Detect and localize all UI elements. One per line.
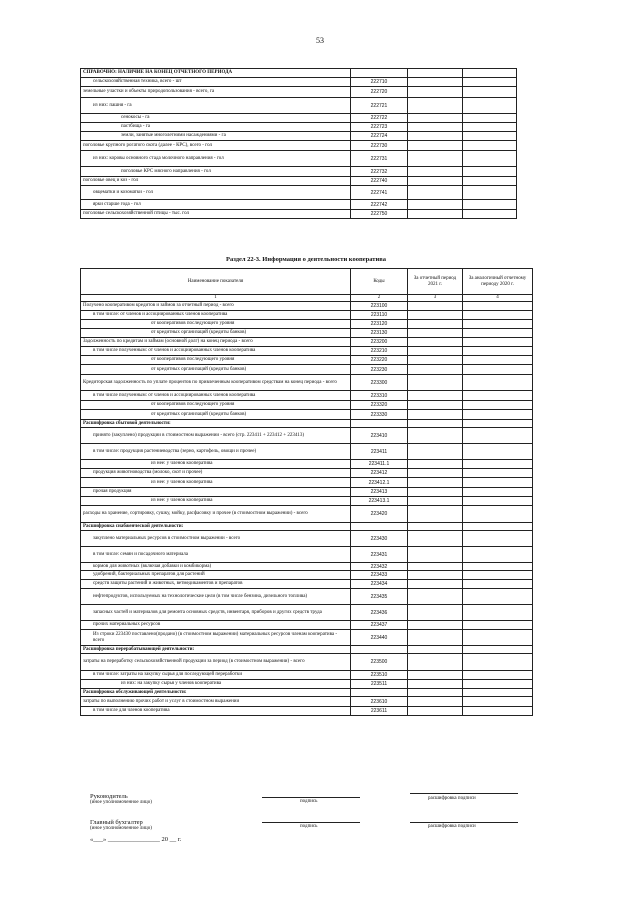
value-current-cell[interactable] xyxy=(408,563,463,571)
indicator-name: затраты по выполнению прочих работ и услуг в стоимостном выражении xyxy=(81,697,351,707)
indicator-code: 223411 xyxy=(351,444,408,460)
table-row xyxy=(81,571,533,580)
indicator-name: овцематки и козоматки - гол xyxy=(81,186,351,200)
section-heading: Расшифровка перерабатывающей деятельности: xyxy=(81,646,351,654)
indicator-code: 223434 xyxy=(351,580,408,589)
indicator-code: 223300 xyxy=(351,375,408,391)
head-signature-label xyxy=(90,793,152,805)
table-row xyxy=(81,420,533,428)
indicator-code: 223412 xyxy=(351,469,408,478)
value-previous-cell[interactable] xyxy=(463,630,533,646)
value-previous-cell[interactable] xyxy=(463,488,533,497)
table-row xyxy=(81,302,533,311)
indicator-name: в том числе полученным: от членов и ассоциированных членов кооператива xyxy=(81,347,351,356)
table-row xyxy=(81,689,533,697)
indicator-code: 223611 xyxy=(351,707,408,716)
table-header-row xyxy=(81,269,533,295)
value-current-cell[interactable] xyxy=(408,646,463,654)
indicator-code: 223430 xyxy=(351,531,408,547)
value-previous-cell[interactable] xyxy=(463,311,533,320)
value-current-cell[interactable] xyxy=(408,123,463,132)
indicator-name: удобрений, бактериальных препаратов для растений xyxy=(81,571,351,580)
indicator-code: 222710 xyxy=(351,78,408,87)
value-current-cell[interactable] xyxy=(408,78,463,87)
indicator-code xyxy=(351,646,408,654)
col-number-3: 3 xyxy=(408,295,463,302)
value-current-cell[interactable] xyxy=(408,506,463,523)
col-number-2: 2 xyxy=(351,295,408,302)
accountant-signature-line xyxy=(262,822,360,823)
indicator-name: продукция животноводства (молоко, скот и прочее) xyxy=(81,469,351,478)
reference-row xyxy=(81,141,517,151)
value-previous-cell[interactable] xyxy=(463,78,517,87)
indicator-name: в том числе: от членов и ассоциированных членов кооператива xyxy=(81,311,351,320)
indicator-code: 222742 xyxy=(351,200,408,210)
indicator-code: 222740 xyxy=(351,177,408,186)
accountant-title: Главный бухгалтер xyxy=(90,819,143,826)
section-heading: Расшифровка обслуживающей деятельности: xyxy=(81,689,351,697)
value-previous-cell[interactable] xyxy=(463,177,517,186)
indicator-code: 223200 xyxy=(351,338,408,347)
table-row xyxy=(81,365,533,375)
value-current-cell[interactable] xyxy=(408,547,463,563)
reference-table xyxy=(80,68,517,219)
indicator-code: 223610 xyxy=(351,697,408,707)
table-row xyxy=(81,444,533,460)
reference-row xyxy=(81,87,517,98)
indicator-code: 223500 xyxy=(351,654,408,671)
section-heading: СПРАВОЧНО: НАЛИЧИЕ НА КОНЕЦ ОТЧЕТНОГО ПЕРИОДА xyxy=(81,69,351,78)
value-previous-cell[interactable] xyxy=(463,87,517,98)
indicator-name: средств защиты растений и животных, ветмедикаментов и препаратов xyxy=(81,580,351,589)
indicator-code: 222723 xyxy=(351,123,408,132)
indicator-code: 222730 xyxy=(351,141,408,151)
indicator-name: прочая продукция xyxy=(81,488,351,497)
value-previous-cell[interactable] xyxy=(463,69,517,78)
value-previous-cell[interactable] xyxy=(463,200,517,210)
value-current-cell[interactable] xyxy=(408,689,463,697)
col-number-1: 1 xyxy=(81,295,351,302)
value-current-cell[interactable] xyxy=(408,320,463,329)
value-current-cell[interactable] xyxy=(408,114,463,123)
value-previous-cell[interactable] xyxy=(463,210,517,219)
table-row xyxy=(81,401,533,410)
indicator-code: 222722 xyxy=(351,114,408,123)
indicator-code: 223100 xyxy=(351,302,408,311)
indicator-code: 222741 xyxy=(351,186,408,200)
value-current-cell[interactable] xyxy=(408,302,463,311)
value-previous-cell[interactable] xyxy=(463,563,533,571)
head-decode-caption: расшифровка подписи xyxy=(428,796,476,801)
accountant-decode-caption: расшифровка подписи xyxy=(428,824,476,829)
indicator-name: сельскохозяйственная техника, всего - шт xyxy=(81,78,351,87)
indicator-name: ярки старше года - гол xyxy=(81,200,351,210)
value-previous-cell[interactable] xyxy=(463,420,533,428)
value-previous-cell[interactable] xyxy=(463,621,533,630)
table-row xyxy=(81,605,533,621)
table-row xyxy=(81,707,533,716)
indicator-name: запасных частей и материалов для ремонта основных средств, инвентаря, приборов и других средств труда xyxy=(81,605,351,621)
indicator-code: 223413 xyxy=(351,488,408,497)
head-signature-line xyxy=(262,797,360,798)
indicator-name: Кредиторская задолженность по уплате процентов по привлеченным кооперативом средствам на конец периода - всего xyxy=(81,375,351,391)
reference-row xyxy=(81,114,517,123)
date-line: «___» ________________ 20 __ г. xyxy=(90,836,182,843)
reference-row xyxy=(81,177,517,186)
indicator-code: 223130 xyxy=(351,329,408,338)
table-row xyxy=(81,391,533,401)
value-current-cell[interactable] xyxy=(408,151,463,167)
value-current-cell[interactable] xyxy=(408,697,463,707)
value-current-cell[interactable] xyxy=(408,630,463,646)
section-heading: Расшифровка сбытовой деятельности: xyxy=(81,420,351,428)
table-row xyxy=(81,671,533,680)
table-row xyxy=(81,410,533,420)
value-current-cell[interactable] xyxy=(408,497,463,506)
reference-row xyxy=(81,210,517,219)
value-previous-cell[interactable] xyxy=(463,697,533,707)
value-previous-cell[interactable] xyxy=(463,410,533,420)
value-current-cell[interactable] xyxy=(408,478,463,488)
value-previous-cell[interactable] xyxy=(463,589,533,605)
value-previous-cell[interactable] xyxy=(463,141,517,151)
indicator-code: 222721 xyxy=(351,98,408,114)
head-title: Руководитель xyxy=(90,793,128,800)
value-previous-cell[interactable] xyxy=(463,707,533,716)
table-row xyxy=(81,680,533,689)
indicator-code: 223410 xyxy=(351,428,408,444)
indicator-code: 222724 xyxy=(351,132,408,141)
indicator-name: кормов для животных (включая добавки и комбикорма) xyxy=(81,563,351,571)
value-current-cell[interactable] xyxy=(408,210,463,219)
indicator-code: 223440 xyxy=(351,630,408,646)
table-row xyxy=(81,488,533,497)
value-previous-cell[interactable] xyxy=(463,497,533,506)
value-previous-cell[interactable] xyxy=(463,114,517,123)
value-previous-cell[interactable] xyxy=(463,329,533,338)
indicator-code: 223230 xyxy=(351,365,408,375)
accountant-subtitle: (иное уполномоченное лицо) xyxy=(90,826,152,831)
indicator-code: 223411.1 xyxy=(351,460,408,469)
value-current-cell[interactable] xyxy=(408,605,463,621)
indicator-code: 223310 xyxy=(351,391,408,401)
table-row xyxy=(81,311,533,320)
value-current-cell[interactable] xyxy=(408,329,463,338)
value-previous-cell[interactable] xyxy=(463,186,517,200)
value-current-cell[interactable] xyxy=(408,469,463,478)
indicator-code: 223511 xyxy=(351,680,408,689)
value-current-cell[interactable] xyxy=(408,580,463,589)
table-row xyxy=(81,506,533,523)
value-previous-cell[interactable] xyxy=(463,469,533,478)
indicator-name: в том числе: затраты на закупку сырья для последующей переработки xyxy=(81,671,351,680)
indicator-code: 223320 xyxy=(351,401,408,410)
indicator-name: принято (закуплено) продукции в стоимостном выражении - всего (стр. 223411 + 223412 + 223413) xyxy=(81,428,351,444)
indicator-name: от кооперативов последующего уровня xyxy=(81,401,351,410)
table-row xyxy=(81,563,533,571)
value-previous-cell[interactable] xyxy=(463,320,533,329)
indicator-name: закуплено материальных ресурсов в стоимостном выражении - всего xyxy=(81,531,351,547)
accountant-sign-caption: подпись xyxy=(300,824,318,829)
indicator-code: 223110 xyxy=(351,311,408,320)
value-current-cell[interactable] xyxy=(408,98,463,114)
table-row xyxy=(81,630,533,646)
reference-row xyxy=(81,123,517,132)
indicator-code: 223510 xyxy=(351,671,408,680)
indicator-name: Задолженность по кредитам и займам (основной долг) на конец периода - всего xyxy=(81,338,351,347)
value-current-cell[interactable] xyxy=(408,531,463,547)
indicator-name: пастбища - га xyxy=(81,123,351,132)
value-previous-cell[interactable] xyxy=(463,401,533,410)
value-previous-cell[interactable] xyxy=(463,689,533,697)
value-current-cell[interactable] xyxy=(408,69,463,78)
value-current-cell[interactable] xyxy=(408,589,463,605)
value-previous-cell[interactable] xyxy=(463,671,533,680)
value-previous-cell[interactable] xyxy=(463,580,533,589)
indicator-name: Получено кооперативом кредитов и займов за отчетный период - всего xyxy=(81,302,351,311)
table-row xyxy=(81,356,533,365)
indicator-code: 223413.1 xyxy=(351,497,408,506)
value-previous-cell[interactable] xyxy=(463,338,533,347)
section-heading: Расшифровка снабженческой деятельности: xyxy=(81,523,351,531)
value-current-cell[interactable] xyxy=(408,87,463,98)
value-previous-cell[interactable] xyxy=(463,391,533,401)
value-current-cell[interactable] xyxy=(408,338,463,347)
indicator-name: расходы на хранение, сортировку, сушку, мойку, расфасовку и прочее (в стоимостном выражении) - всего xyxy=(81,506,351,523)
indicator-name: в том числе полученным: от членов и ассоциированных членов кооператива xyxy=(81,391,351,401)
table-row xyxy=(81,320,533,329)
table-row xyxy=(81,531,533,547)
reference-row xyxy=(81,186,517,200)
value-current-cell[interactable] xyxy=(408,167,463,177)
indicator-name: от кредитных организаций (кредиты банков) xyxy=(81,365,351,375)
indicator-name: в том числе: продукция растениеводства (зерно, картофель, овощи и прочее) xyxy=(81,444,351,460)
value-current-cell[interactable] xyxy=(408,621,463,630)
table-row xyxy=(81,646,533,654)
reference-row xyxy=(81,167,517,177)
indicator-code: 223210 xyxy=(351,347,408,356)
indicator-name: поголовье крупного рогатого скота (далее - КРС), всего - гол xyxy=(81,141,351,151)
indicator-code: 223432 xyxy=(351,563,408,571)
indicator-name: из них: пашня - га xyxy=(81,98,351,114)
value-previous-cell[interactable] xyxy=(463,478,533,488)
indicator-name: из них: на закупку сырья у членов кооператива xyxy=(81,680,351,689)
indicator-name: нефтепродуктов, используемых на технологические цели (в том числе бензина, дизельного топлива) xyxy=(81,589,351,605)
table-row xyxy=(81,469,533,478)
col-number-4: 4 xyxy=(463,295,533,302)
value-previous-cell[interactable] xyxy=(463,547,533,563)
table-row xyxy=(81,428,533,444)
value-previous-cell[interactable] xyxy=(463,680,533,689)
value-previous-cell[interactable] xyxy=(463,444,533,460)
table-row xyxy=(81,460,533,469)
indicator-name: земли, занятые многолетними насаждениями - га xyxy=(81,132,351,141)
indicator-code: 223437 xyxy=(351,621,408,630)
indicator-name: от кредитных организаций (кредиты банков) xyxy=(81,329,351,338)
value-current-cell[interactable] xyxy=(408,311,463,320)
table-row xyxy=(81,580,533,589)
value-previous-cell[interactable] xyxy=(463,356,533,365)
accountant-decode-line xyxy=(410,822,518,823)
value-current-cell[interactable] xyxy=(408,186,463,200)
indicator-code xyxy=(351,523,408,531)
indicator-code: 222750 xyxy=(351,210,408,219)
accountant-signature-label xyxy=(90,819,152,831)
value-previous-cell[interactable] xyxy=(463,365,533,375)
page-number: 53 xyxy=(316,36,324,45)
table-row xyxy=(81,375,533,391)
table-row xyxy=(81,478,533,488)
value-current-cell[interactable] xyxy=(408,680,463,689)
indicator-code: 222720 xyxy=(351,87,408,98)
indicator-code: 223433 xyxy=(351,571,408,580)
indicator-name: Из строки 223430 поставлено(продано) (в стоимостном выражении) материальных ресурсов членам кооператива - всего xyxy=(81,630,351,646)
value-previous-cell[interactable] xyxy=(463,302,533,311)
value-previous-cell[interactable] xyxy=(463,151,517,167)
header-previous-period: За аналогичный отчетному периоду 2020 г. xyxy=(463,269,533,295)
indicator-code xyxy=(351,420,408,428)
value-previous-cell[interactable] xyxy=(463,523,533,531)
value-previous-cell[interactable] xyxy=(463,98,517,114)
indicator-name: из нее: у членов кооператива xyxy=(81,478,351,488)
indicator-name: поголовье овец и коз - гол xyxy=(81,177,351,186)
value-current-cell[interactable] xyxy=(408,200,463,210)
value-previous-cell[interactable] xyxy=(463,132,517,141)
value-previous-cell[interactable] xyxy=(463,531,533,547)
value-current-cell[interactable] xyxy=(408,375,463,391)
indicator-code: 223330 xyxy=(351,410,408,420)
value-previous-cell[interactable] xyxy=(463,605,533,621)
section-title: Раздел 22-3. Информация о деятельности кооператива xyxy=(225,256,386,263)
value-current-cell[interactable] xyxy=(408,488,463,497)
head-sign-caption: подпись xyxy=(300,799,318,804)
value-current-cell[interactable] xyxy=(408,365,463,375)
value-current-cell[interactable] xyxy=(408,671,463,680)
value-previous-cell[interactable] xyxy=(463,654,533,671)
header-code: Коды xyxy=(351,269,408,295)
indicator-code xyxy=(351,689,408,697)
value-current-cell[interactable] xyxy=(408,356,463,365)
table-row xyxy=(81,329,533,338)
reference-row xyxy=(81,151,517,167)
indicator-code xyxy=(351,69,408,78)
table-row xyxy=(81,547,533,563)
value-current-cell[interactable] xyxy=(408,707,463,716)
indicator-code: 223220 xyxy=(351,356,408,365)
table-row xyxy=(81,347,533,356)
indicator-name: сенокосы - га xyxy=(81,114,351,123)
table-row xyxy=(81,654,533,671)
value-current-cell[interactable] xyxy=(408,141,463,151)
head-subtitle: (иное уполномоченное лицо) xyxy=(90,800,152,805)
indicator-code: 223431 xyxy=(351,547,408,563)
indicator-code: 222732 xyxy=(351,167,408,177)
indicator-name: из нее: у членов кооператива xyxy=(81,460,351,469)
indicator-name: в том числе: семян и посадочного материала xyxy=(81,547,351,563)
indicator-code: 223120 xyxy=(351,320,408,329)
indicator-name: в том числе для членов кооператива xyxy=(81,707,351,716)
value-previous-cell[interactable] xyxy=(463,571,533,580)
value-previous-cell[interactable] xyxy=(463,123,517,132)
reference-row xyxy=(81,78,517,87)
value-previous-cell[interactable] xyxy=(463,347,533,356)
indicator-name: земельные участки и объекты природопользования - всего, га xyxy=(81,87,351,98)
value-current-cell[interactable] xyxy=(408,420,463,428)
reference-row xyxy=(81,69,517,78)
reference-row xyxy=(81,98,517,114)
value-current-cell[interactable] xyxy=(408,177,463,186)
value-current-cell[interactable] xyxy=(408,571,463,580)
reference-row xyxy=(81,132,517,141)
header-name: Наименование показателя xyxy=(81,269,351,295)
indicator-name: от кредитных организаций (кредиты банков) xyxy=(81,410,351,420)
indicator-code: 222731 xyxy=(351,151,408,167)
value-previous-cell[interactable] xyxy=(463,428,533,444)
value-current-cell[interactable] xyxy=(408,654,463,671)
table-row xyxy=(81,523,533,531)
table-row xyxy=(81,338,533,347)
column-number-row xyxy=(81,295,533,302)
value-current-cell[interactable] xyxy=(408,428,463,444)
indicator-code: 223436 xyxy=(351,605,408,621)
value-current-cell[interactable] xyxy=(408,460,463,469)
indicator-code: 223435 xyxy=(351,589,408,605)
value-current-cell[interactable] xyxy=(408,401,463,410)
value-current-cell[interactable] xyxy=(408,523,463,531)
indicator-name: от кооперативов последующего уровня xyxy=(81,320,351,329)
value-previous-cell[interactable] xyxy=(463,506,533,523)
reference-row xyxy=(81,200,517,210)
value-current-cell[interactable] xyxy=(408,347,463,356)
indicator-name: из них: коровы основного стада молочного направления - гол xyxy=(81,151,351,167)
indicator-name: поголовье КРС мясного направления - гол xyxy=(81,167,351,177)
header-current-period: За отчетный период 2021 г. xyxy=(408,269,463,295)
cooperative-activity-table xyxy=(80,268,533,716)
table-row xyxy=(81,621,533,630)
value-current-cell[interactable] xyxy=(408,410,463,420)
indicator-name: от кооперативов последующего уровня xyxy=(81,356,351,365)
table-row xyxy=(81,497,533,506)
indicator-code: 223412.1 xyxy=(351,478,408,488)
head-decode-line xyxy=(410,793,518,794)
indicator-name: затраты на переработку сельскохозяйственной продукции за период (в стоимостном выражении) - всего xyxy=(81,654,351,671)
value-current-cell[interactable] xyxy=(408,444,463,460)
value-previous-cell[interactable] xyxy=(463,375,533,391)
indicator-name: из нее: у членов кооператива xyxy=(81,497,351,506)
value-previous-cell[interactable] xyxy=(463,460,533,469)
value-previous-cell[interactable] xyxy=(463,167,517,177)
table-row xyxy=(81,697,533,707)
value-current-cell[interactable] xyxy=(408,391,463,401)
indicator-name: поголовье сельскохозяйственной птицы - тыс. гол xyxy=(81,210,351,219)
value-previous-cell[interactable] xyxy=(463,646,533,654)
indicator-name: прочих материальных ресурсов xyxy=(81,621,351,630)
value-current-cell[interactable] xyxy=(408,132,463,141)
indicator-code: 223420 xyxy=(351,506,408,523)
table-row xyxy=(81,589,533,605)
